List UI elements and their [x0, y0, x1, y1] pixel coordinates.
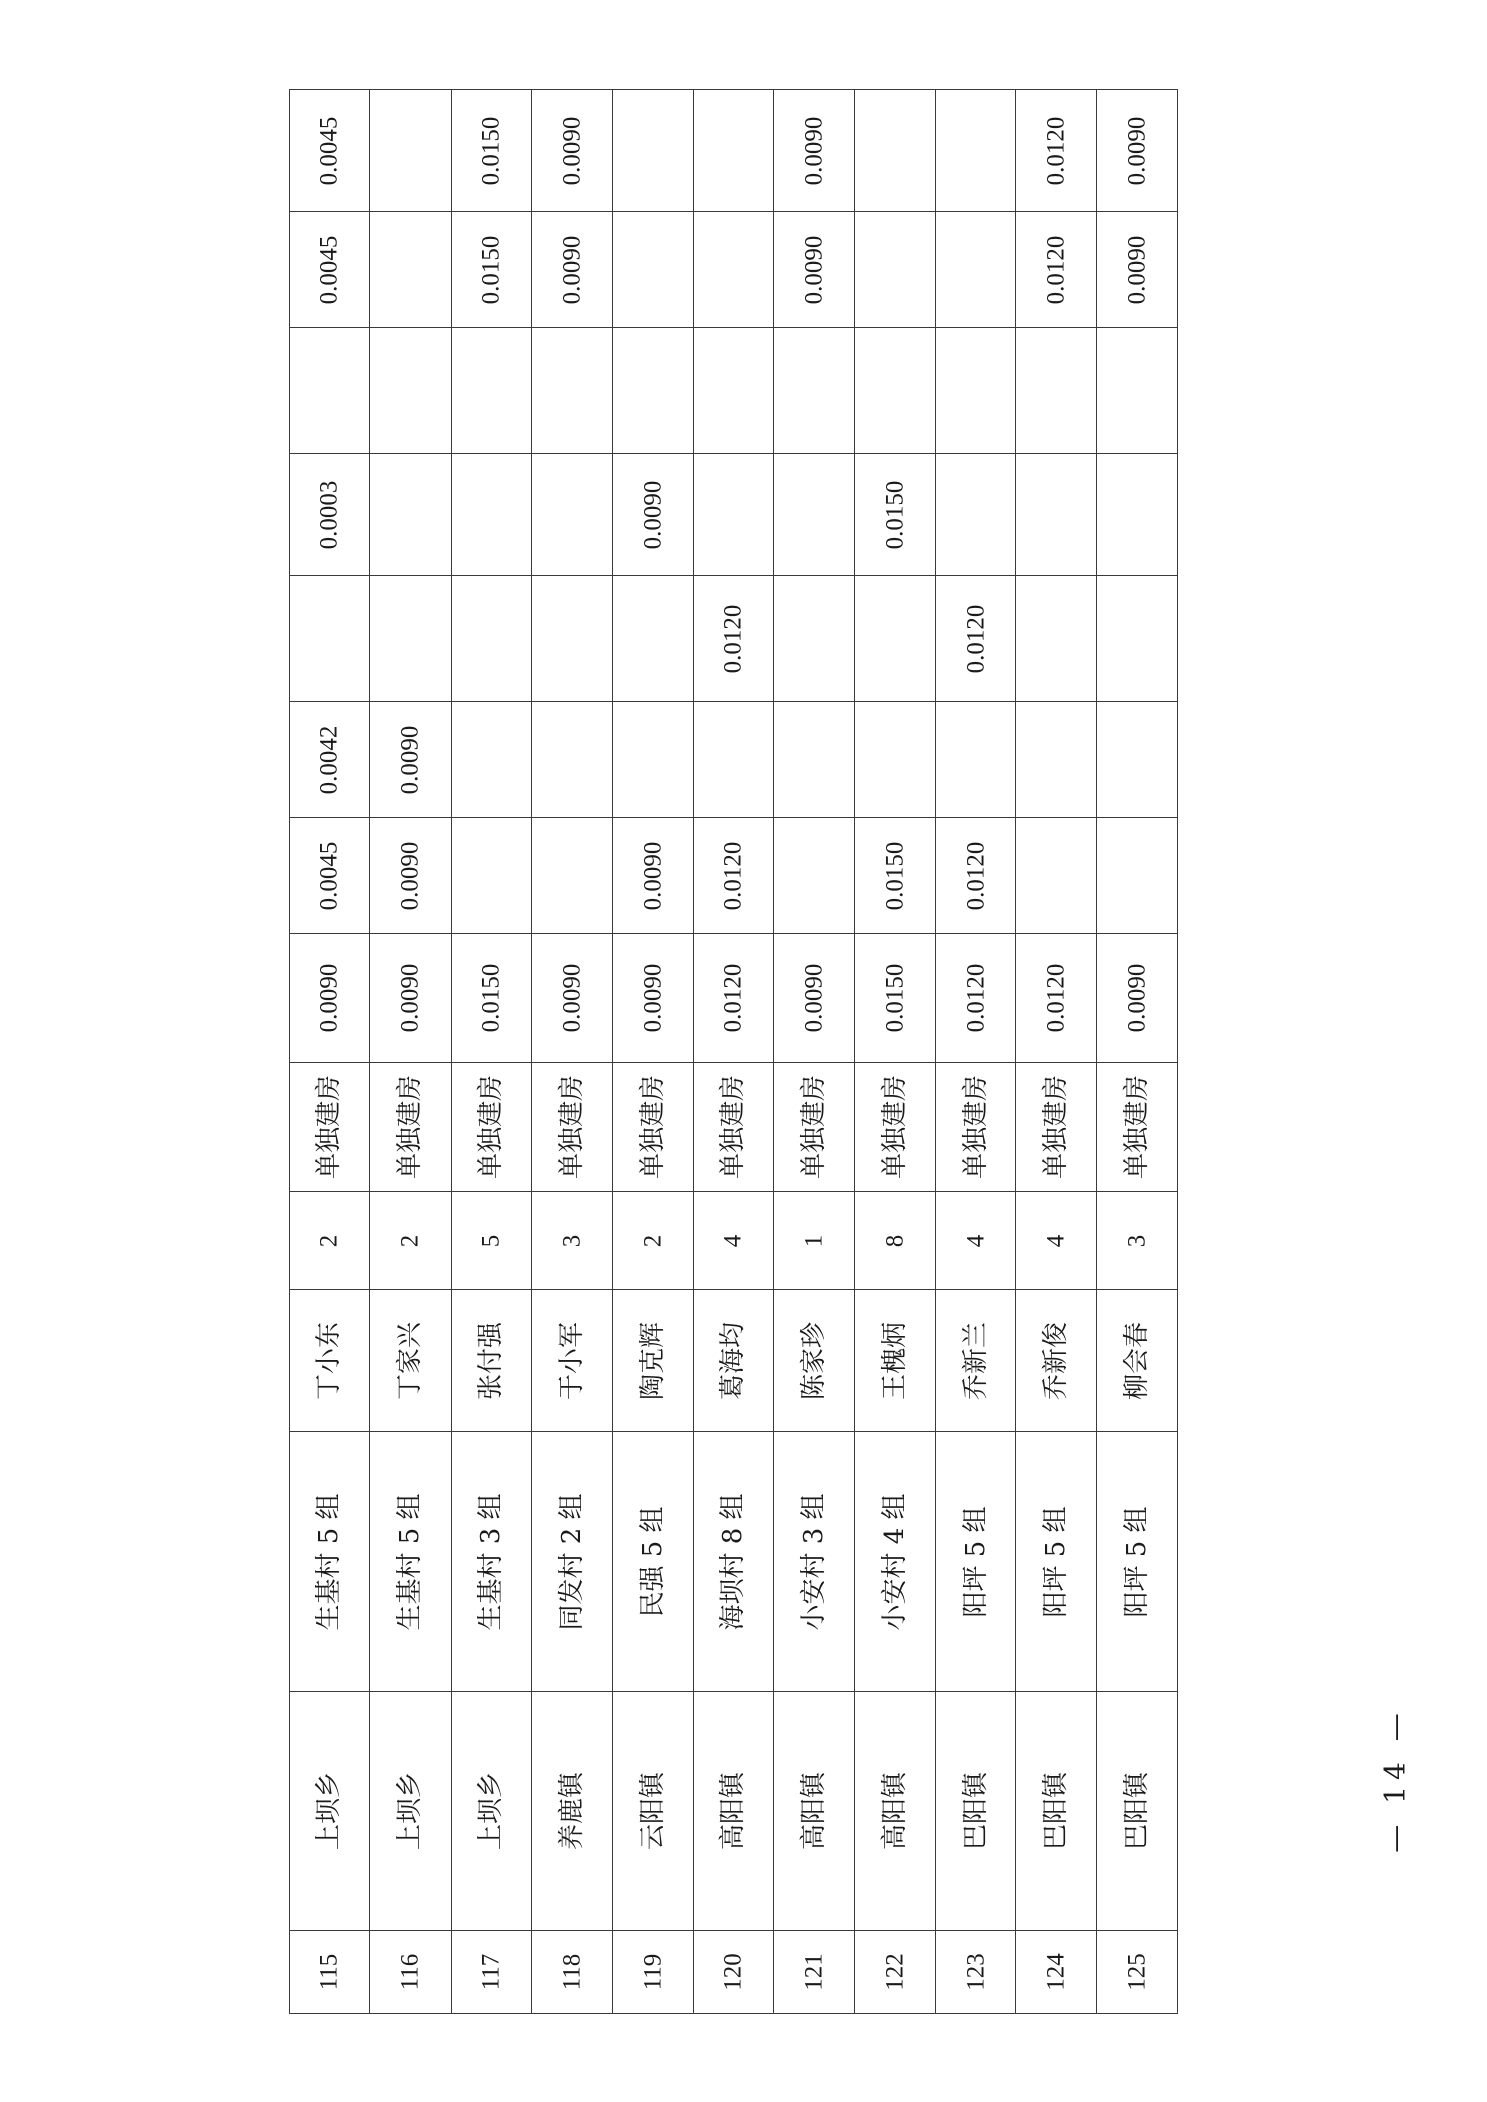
cell-text: 0.0090 [639, 963, 667, 1033]
cell-text: 陈家珍 [799, 1321, 830, 1400]
cell-c4 [936, 576, 1016, 702]
field-band-c7 [290, 212, 1178, 328]
page-number: — 14 — [1378, 1707, 1412, 1853]
cell-count [774, 1192, 855, 1290]
cell-text: 0.0090 [639, 480, 667, 549]
cell-text: 高阳镇 [799, 1771, 830, 1851]
cell-text: 丁小东 [314, 1321, 345, 1400]
cell-text: 同发村 2 组 [556, 1492, 587, 1631]
cell-text: 118 [558, 1953, 586, 1991]
cell-name [531, 1290, 612, 1432]
cell-c2 [531, 818, 612, 934]
cell-type [451, 1063, 531, 1192]
cell-text: 2 [315, 1234, 343, 1247]
field-band-village_group [290, 1432, 1178, 1692]
field-band-c5 [290, 454, 1178, 576]
cell-text: 上坝乡 [395, 1771, 426, 1851]
cell-c2 [612, 818, 693, 934]
field-band-type [290, 1063, 1178, 1192]
cell-c7 [774, 212, 855, 328]
cell-c2 [290, 818, 370, 934]
cell-c5 [693, 454, 774, 576]
cell-text: 0.0090 [1123, 235, 1151, 304]
cell-text: 0.0090 [396, 725, 424, 794]
cell-text: 0.0090 [800, 963, 828, 1033]
cell-c2 [936, 818, 1016, 934]
cell-text: 单独建房 [395, 1074, 426, 1180]
cell-township [1097, 1692, 1178, 1931]
cell-count [1016, 1192, 1097, 1290]
cell-text: 3 [558, 1234, 586, 1247]
cell-text: 124 [1042, 1953, 1070, 1991]
cell-text: 0.0090 [800, 235, 828, 304]
cell-text: 陶克辉 [637, 1321, 668, 1400]
cell-text: 0.0042 [315, 725, 343, 794]
cell-text: 单独建房 [799, 1074, 830, 1180]
cell-text: 4 [1042, 1234, 1070, 1247]
field-band-c2 [290, 818, 1178, 934]
cell-c4 [612, 576, 693, 702]
cell-c7 [1016, 212, 1097, 328]
cell-text: 葛海均 [718, 1321, 749, 1400]
land-use-table [289, 89, 1178, 1999]
cell-index [855, 1931, 936, 2014]
cell-count [369, 1192, 451, 1290]
cell-village_group [369, 1432, 451, 1692]
cell-c6 [936, 328, 1016, 454]
cell-text: 单独建房 [880, 1074, 911, 1180]
cell-text: 0.0090 [639, 841, 667, 910]
cell-text: 高阳镇 [718, 1771, 749, 1851]
cell-c4 [369, 576, 451, 702]
cell-text: 0.0150 [477, 235, 505, 304]
cell-text: 0.0120 [1042, 963, 1070, 1033]
cell-text: 0.0120 [719, 604, 747, 673]
cell-count [451, 1192, 531, 1290]
cell-c8 [855, 90, 936, 212]
cell-text: 0.0120 [1042, 235, 1070, 304]
cell-c1 [936, 934, 1016, 1063]
cell-c8 [451, 90, 531, 212]
cell-c2 [855, 818, 936, 934]
cell-c6 [1016, 328, 1097, 454]
cell-c8 [1016, 90, 1097, 212]
cell-text: 丁家兴 [395, 1321, 426, 1400]
cell-text: 单独建房 [476, 1074, 507, 1180]
cell-c8 [693, 90, 774, 212]
cell-c4 [693, 576, 774, 702]
cell-c7 [936, 212, 1016, 328]
cell-text: 2 [396, 1234, 424, 1247]
cell-text: 小安村 3 组 [799, 1492, 830, 1631]
cell-village_group [693, 1432, 774, 1692]
cell-c5 [451, 454, 531, 576]
cell-type [1016, 1063, 1097, 1192]
cell-text: 122 [881, 1953, 909, 1991]
cell-index [612, 1931, 693, 2014]
cell-text: 2 [639, 1234, 667, 1247]
cell-township [693, 1692, 774, 1931]
cell-c8 [936, 90, 1016, 212]
cell-c3 [612, 702, 693, 818]
cell-type [936, 1063, 1016, 1192]
cell-type [612, 1063, 693, 1192]
cell-c5 [612, 454, 693, 576]
cell-text: 高阳镇 [880, 1771, 911, 1851]
cell-c4 [855, 576, 936, 702]
cell-text: 生基村 5 组 [314, 1492, 345, 1631]
cell-c5 [1016, 454, 1097, 576]
cell-c4 [531, 576, 612, 702]
cell-text: 单独建房 [314, 1074, 345, 1180]
field-band-c4 [290, 576, 1178, 702]
cell-c3 [531, 702, 612, 818]
cell-text: 单独建房 [637, 1074, 668, 1180]
cell-c7 [290, 212, 370, 328]
cell-c5 [855, 454, 936, 576]
cell-c5 [531, 454, 612, 576]
cell-text: 1 [800, 1234, 828, 1247]
cell-text: 0.0090 [1123, 116, 1151, 185]
cell-c4 [1097, 576, 1178, 702]
cell-c1 [855, 934, 936, 1063]
cell-text: 于小军 [556, 1321, 587, 1400]
cell-c1 [369, 934, 451, 1063]
cell-c2 [774, 818, 855, 934]
cell-name [1016, 1290, 1097, 1432]
cell-c4 [290, 576, 370, 702]
cell-c7 [1097, 212, 1178, 328]
cell-text: 0.0150 [477, 963, 505, 1033]
cell-text: 乔新兰 [960, 1321, 991, 1400]
cell-c7 [451, 212, 531, 328]
cell-c5 [936, 454, 1016, 576]
cell-c3 [774, 702, 855, 818]
cell-c6 [612, 328, 693, 454]
cell-count [531, 1192, 612, 1290]
cell-name [693, 1290, 774, 1432]
cell-c6 [531, 328, 612, 454]
cell-name [855, 1290, 936, 1432]
cell-c7 [612, 212, 693, 328]
cell-text: 0.0090 [558, 116, 586, 185]
cell-type [1097, 1063, 1178, 1192]
field-band-c1 [290, 934, 1178, 1063]
cell-text: 0.0003 [315, 480, 343, 549]
field-band-c6 [290, 328, 1178, 454]
cell-text: 0.0090 [558, 235, 586, 304]
cell-text: 0.0150 [881, 841, 909, 910]
cell-name [369, 1290, 451, 1432]
cell-text: 4 [962, 1234, 990, 1247]
cell-c1 [451, 934, 531, 1063]
cell-count [612, 1192, 693, 1290]
field-band-township [290, 1692, 1178, 1931]
cell-c1 [531, 934, 612, 1063]
cell-c6 [774, 328, 855, 454]
cell-township [774, 1692, 855, 1931]
cell-c8 [290, 90, 370, 212]
cell-c2 [451, 818, 531, 934]
cell-c1 [290, 934, 370, 1063]
cell-c1 [1016, 934, 1097, 1063]
cell-text: 120 [719, 1953, 747, 1991]
cell-text: 上坝乡 [314, 1771, 345, 1851]
cell-township [612, 1692, 693, 1931]
cell-name [451, 1290, 531, 1432]
cell-c4 [774, 576, 855, 702]
cell-text: 119 [639, 1953, 667, 1991]
cell-c5 [774, 454, 855, 576]
cell-text: 单独建房 [960, 1074, 991, 1180]
cell-text: 0.0120 [719, 963, 747, 1033]
cell-text: 张付强 [476, 1321, 507, 1400]
cell-index [290, 1931, 370, 2014]
cell-c1 [1097, 934, 1178, 1063]
cell-township [1016, 1692, 1097, 1931]
cell-c3 [290, 702, 370, 818]
cell-text: 0.0090 [1123, 963, 1151, 1033]
cell-type [774, 1063, 855, 1192]
field-band-index [290, 1931, 1178, 2014]
cell-c1 [774, 934, 855, 1063]
cell-text: 单独建房 [1122, 1074, 1153, 1180]
cell-c8 [774, 90, 855, 212]
cell-text: 0.0045 [315, 116, 343, 185]
cell-text: 0.0090 [558, 963, 586, 1033]
cell-count [1097, 1192, 1178, 1290]
cell-village_group [612, 1432, 693, 1692]
cell-village_group [451, 1432, 531, 1692]
cell-c2 [1097, 818, 1178, 934]
cell-c8 [1097, 90, 1178, 212]
cell-village_group [531, 1432, 612, 1692]
cell-text: 单独建房 [556, 1074, 587, 1180]
field-band-name [290, 1290, 1178, 1432]
field-band-c3 [290, 702, 1178, 818]
cell-village_group [1097, 1432, 1178, 1692]
cell-township [290, 1692, 370, 1931]
cell-text: 单独建房 [718, 1074, 749, 1180]
cell-text: 0.0120 [1042, 116, 1070, 185]
cell-text: 5 [477, 1234, 505, 1247]
cell-c7 [693, 212, 774, 328]
cell-c5 [290, 454, 370, 576]
cell-index [1097, 1931, 1178, 2014]
cell-text: 巴阳镇 [960, 1771, 991, 1851]
cell-c3 [1097, 702, 1178, 818]
cell-c3 [936, 702, 1016, 818]
cell-text: 121 [800, 1953, 828, 1991]
cell-c5 [1097, 454, 1178, 576]
cell-text: 0.0045 [315, 235, 343, 304]
cell-c3 [855, 702, 936, 818]
cell-text: 0.0150 [881, 480, 909, 549]
cell-c2 [369, 818, 451, 934]
cell-c5 [369, 454, 451, 576]
cell-text: 0.0150 [477, 116, 505, 185]
cell-type [531, 1063, 612, 1192]
cell-text: 115 [315, 1953, 343, 1991]
cell-count [936, 1192, 1016, 1290]
cell-type [693, 1063, 774, 1192]
cell-text: 116 [396, 1953, 424, 1991]
cell-text: 0.0045 [315, 841, 343, 910]
cell-c8 [369, 90, 451, 212]
cell-type [290, 1063, 370, 1192]
cell-count [693, 1192, 774, 1290]
cell-c4 [1016, 576, 1097, 702]
cell-name [774, 1290, 855, 1432]
rotated-table [289, 89, 1178, 2014]
cell-c3 [1016, 702, 1097, 818]
cell-c7 [531, 212, 612, 328]
cell-count [855, 1192, 936, 1290]
cell-index [531, 1931, 612, 2014]
cell-text: 柳会春 [1122, 1321, 1153, 1400]
cell-c6 [693, 328, 774, 454]
cell-c3 [693, 702, 774, 818]
cell-c1 [612, 934, 693, 1063]
cell-c6 [855, 328, 936, 454]
cell-c3 [451, 702, 531, 818]
cell-text: 123 [962, 1953, 990, 1991]
cell-text: 0.0120 [962, 963, 990, 1033]
cell-text: 125 [1123, 1953, 1151, 1991]
cell-village_group [774, 1432, 855, 1692]
cell-index [1016, 1931, 1097, 2014]
cell-c3 [369, 702, 451, 818]
cell-text: 117 [477, 1953, 505, 1991]
cell-name [612, 1290, 693, 1432]
cell-text: 阳坪 5 组 [960, 1505, 991, 1618]
cell-township [531, 1692, 612, 1931]
cell-township [936, 1692, 1016, 1931]
cell-text: 单独建房 [1041, 1074, 1072, 1180]
cell-text: 0.0120 [719, 841, 747, 910]
cell-text: 养鹿镇 [556, 1771, 587, 1851]
cell-text: 云阳镇 [637, 1771, 668, 1851]
cell-text: 0.0090 [396, 841, 424, 910]
cell-index [774, 1931, 855, 2014]
cell-c6 [369, 328, 451, 454]
cell-text: 0.0150 [881, 963, 909, 1033]
field-band-c8 [290, 90, 1178, 212]
field-band-count [290, 1192, 1178, 1290]
cell-text: 王槐炳 [880, 1321, 911, 1400]
cell-text: 海坝村 8 组 [718, 1492, 749, 1631]
cell-c4 [451, 576, 531, 702]
cell-text: 上坝乡 [476, 1771, 507, 1851]
cell-count [290, 1192, 370, 1290]
cell-index [936, 1931, 1016, 2014]
cell-c8 [531, 90, 612, 212]
cell-name [1097, 1290, 1178, 1432]
cell-text: 0.0090 [800, 116, 828, 185]
cell-name [936, 1290, 1016, 1432]
cell-text: 乔新俊 [1041, 1321, 1072, 1400]
cell-text: 0.0120 [962, 841, 990, 910]
cell-c2 [693, 818, 774, 934]
cell-village_group [290, 1432, 370, 1692]
cell-text: 生基村 3 组 [476, 1492, 507, 1631]
cell-text: 阳坪 5 组 [1041, 1505, 1072, 1618]
cell-township [369, 1692, 451, 1931]
cell-c6 [290, 328, 370, 454]
cell-text: 巴阳镇 [1122, 1771, 1153, 1851]
cell-text: 小安村 4 组 [880, 1492, 911, 1631]
cell-text: 0.0090 [315, 963, 343, 1033]
cell-index [451, 1931, 531, 2014]
cell-village_group [1016, 1432, 1097, 1692]
cell-village_group [936, 1432, 1016, 1692]
cell-c2 [1016, 818, 1097, 934]
cell-text: 阳坪 5 组 [1122, 1505, 1153, 1618]
cell-index [693, 1931, 774, 2014]
cell-c7 [369, 212, 451, 328]
cell-c6 [1097, 328, 1178, 454]
cell-township [451, 1692, 531, 1931]
cell-c8 [612, 90, 693, 212]
cell-text: 0.0120 [962, 604, 990, 673]
cell-text: 生基村 5 组 [395, 1492, 426, 1631]
cell-text: 3 [1123, 1234, 1151, 1247]
cell-c6 [451, 328, 531, 454]
cell-c7 [855, 212, 936, 328]
cell-text: 巴阳镇 [1041, 1771, 1072, 1851]
cell-text: 民强 5 组 [637, 1505, 668, 1618]
cell-c1 [693, 934, 774, 1063]
cell-village_group [855, 1432, 936, 1692]
cell-type [855, 1063, 936, 1192]
cell-type [369, 1063, 451, 1192]
cell-name [290, 1290, 370, 1432]
cell-text: 4 [719, 1234, 747, 1247]
cell-township [855, 1692, 936, 1931]
cell-text: 0.0090 [396, 963, 424, 1033]
cell-text: 8 [881, 1234, 909, 1247]
cell-index [369, 1931, 451, 2014]
